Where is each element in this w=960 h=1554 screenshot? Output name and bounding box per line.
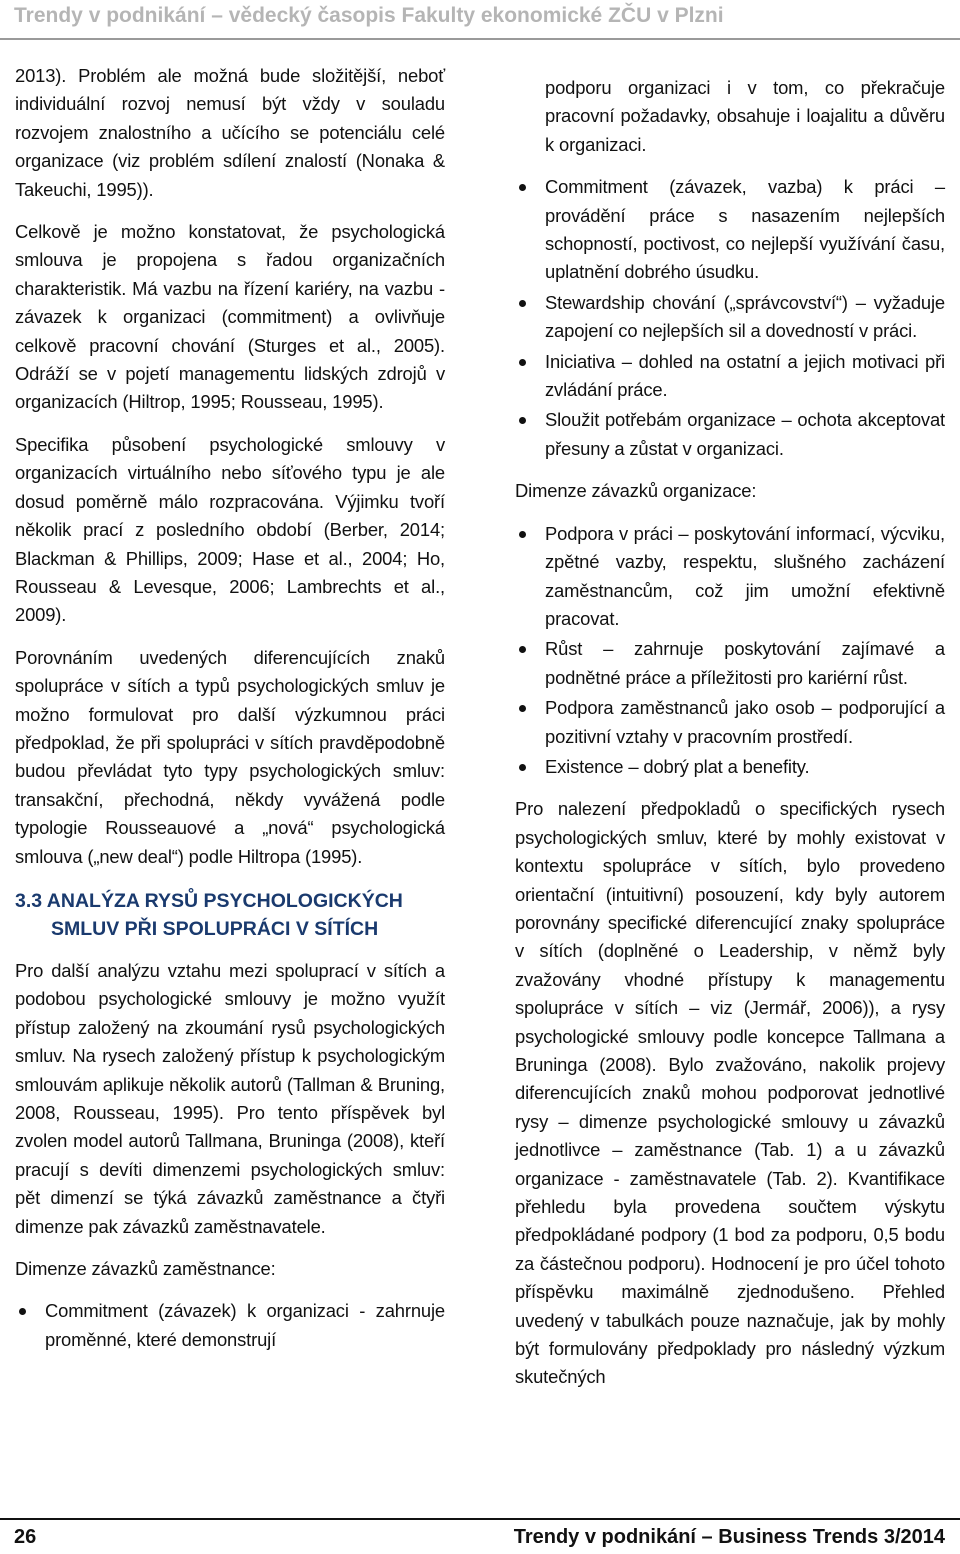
list-item xyxy=(515,348,945,405)
section-heading-line: 3.3 ANALÝZA RYSŮ PSYCHOLOGICKÝCH xyxy=(15,889,403,912)
employee-obligations-list-continued xyxy=(515,173,945,463)
running-header xyxy=(0,0,960,38)
list-item xyxy=(15,1297,445,1354)
list-item-text: Existence – dobrý plat a benefity. xyxy=(545,755,810,777)
journal-footer: Trendy v podnikání – Business Trends 3/2014 xyxy=(513,1526,945,1548)
list-item-text: Commitment (závazek) k organizaci - zahrnuje proměnné, které demonstrují xyxy=(45,1300,445,1350)
section-heading xyxy=(15,887,445,943)
section-heading-line: SMLUV PŘI SPOLUPRÁCI V SÍTÍCH xyxy=(51,917,379,940)
list-intro: Dimenze závazků zaměstnance: xyxy=(15,1258,276,1280)
page-number: 26 xyxy=(14,1526,37,1548)
bullet-icon xyxy=(519,705,526,712)
paragraph: 2013). Problém ale možná bude složitější, neboť individuální rozvoj nemusí být vždy v souladu rozvojem znalostního a učícího se potenciálu celé organizace (viz problém sdílení znalostí (Nonaka & Takeuchi, 1995)). xyxy=(15,65,445,200)
left-column xyxy=(15,62,445,1368)
bullet-icon xyxy=(519,359,526,366)
list-item-text: Iniciativa – dohled na ostatní a jejich motivaci při zvládání práce. xyxy=(545,350,945,401)
employee-obligations-list xyxy=(15,1297,445,1354)
bullet-icon xyxy=(519,300,526,307)
list-item xyxy=(515,520,945,634)
list-item-text: Commitment (závazek, vazba) k práci – provádění práce s nasazením nejlepších schopností, poctivost, co nejlepší využívání času, uplatnění dobrého úsudku. xyxy=(545,176,945,283)
list-item-text: Sloužit potřebám organizace – ochota akceptovat přesuny a zůstat v organizaci. xyxy=(545,409,945,459)
paragraph: Specifika působení psychologické smlouvy v organizacích virtuálního nebo síťového typu je ale dosud poměrně málo rozpracována. Výjimku tvoří několik prací z posledního období (Berber, 2014; Blackman & Phillips, 2009; Hase et al., 2004; Ho, Rousseau & Levesque, 2006; Lambrechts et al., 2009). xyxy=(15,433,445,626)
list-item xyxy=(515,753,945,781)
list-intro: Dimenze závazků organizace: xyxy=(515,480,757,502)
journal-header-title: Trendy v podnikání – vědecký časopis Fakulty ekonomické ZČU v Plzni xyxy=(14,4,724,27)
paragraph: podporu organizaci i v tom, co překračuje pracovní požadavky, obsahuje i loajalitu a důvěru k organizaci. xyxy=(545,77,945,155)
list-item-text: Podpora zaměstnanců jako osob – podporující a pozitivní vztahy v pracovním prostředí. xyxy=(545,697,945,747)
paragraph: Pro nalezení předpokladů o specifických rysech psychologických smluv, které by mohly existovat v kontextu spolupráce v sítích, bylo provedeno orientační (intuitivní) posouzení, kdy byly autorem porovnány specifické diferencující znaky spolupráce v sítích (doplněné o Leadership, v němž byly zvažovány vhodné přístupy k managementu spolupráce v sítích – viz (Jermář, 2006)), a rysy psychologické smlouvy podle koncepce Tallmana a Bruninga (2008). Bylo zvažováno, nakolik projevy diferencujících znaků mohou podporovat jednotlivé rysy – dimenze psychologické smlouvy u závazků jednotlivce – zaměstnance (Tab. 1) a u závazků organizace - zaměstnavatele (Tab. 2). Kvantifikace přehledu byla provedena součtem výskytu předpokládané podpory (1 bod za podporu, 0,5 bodu za částečnou podporu). Hodnocení je pro účel tohoto příspěvku maximálně zjednodušeno. Přehled uvedený v tabulkách pouze naznačuje, jak by mohly být formulovány předpoklady pro následný výzkum skutečných xyxy=(515,798,945,1388)
list-item xyxy=(515,173,945,287)
header-rule xyxy=(0,38,960,40)
list-item-text: Růst – zahrnuje poskytování zajímavé a podnětné práce a příležitosti pro kariérní růst. xyxy=(545,638,945,688)
list-item-text: Stewardship chování („správcovství“) – vyžaduje zapojení co nejlepších sil a dovedností v práci. xyxy=(545,291,945,342)
bullet-icon xyxy=(519,764,526,771)
organization-obligations-list xyxy=(515,520,945,782)
bullet-icon xyxy=(519,646,526,653)
paragraph: Pro další analýzu vztahu mezi spoluprací v sítích a podobou psychologické smlouvy je možno využít přístup založený na zkoumání rysů psychologických smluv. Na rysech založený přístup k psychologickým smlouvám aplikuje několik autorů (Tallman & Bruning, 2008, Rousseau, 1995). Pro tento příspěvek byl zvolen model autorů Tallmana, Bruninga (2008), kteří pracují s devíti dimenzemi psychologických smluv: pět dimenzí se týká závazků zaměstnance a čtyři dimenze pak závazků zaměstnavatele. xyxy=(15,959,445,1237)
list-item-text: Podpora v práci – poskytování informací, výcviku, zpětné vazby, respektu, slušného zacházení zaměstnancům, což jim umožní efektivně pracovat. xyxy=(545,522,945,629)
list-item xyxy=(515,289,945,346)
list-item xyxy=(515,406,945,463)
paragraph: Celkově je možno konstatovat, že psychologická smlouva je propojena s řadou organizačních charakteristik. Má vazbu na řízení kariéry, na vazbu - závazek k organizaci (commitment) a ovlivňuje celkově pracovní chování (Sturges et al., 2005). Odráží se v pojetí managementu lidských zdrojů v organizacích (Hiltrop, 1995; Rousseau, 1995). xyxy=(15,221,445,413)
bullet-icon xyxy=(19,1308,26,1315)
bullet-icon xyxy=(519,417,526,424)
bullet-icon xyxy=(519,184,526,191)
list-item xyxy=(515,694,945,751)
right-column xyxy=(515,74,945,1406)
list-item xyxy=(515,635,945,692)
paragraph: Porovnáním uvedených diferencujících znaků spolupráce v sítích a typů psychologických smluv je možno formulovat pro další výzkumnou práci předpoklad, že při spolupráci v sítích pravděpodobně budou převládat tyto typy psychologických smluv: transakční, přechodná, někdy vyvážená podle typologie Rousseauové a „nová“ psychologická smlouva („new deal“) podle Hiltropa (1995). xyxy=(15,646,445,867)
bullet-icon xyxy=(519,531,526,538)
footer-rule xyxy=(0,1518,960,1520)
